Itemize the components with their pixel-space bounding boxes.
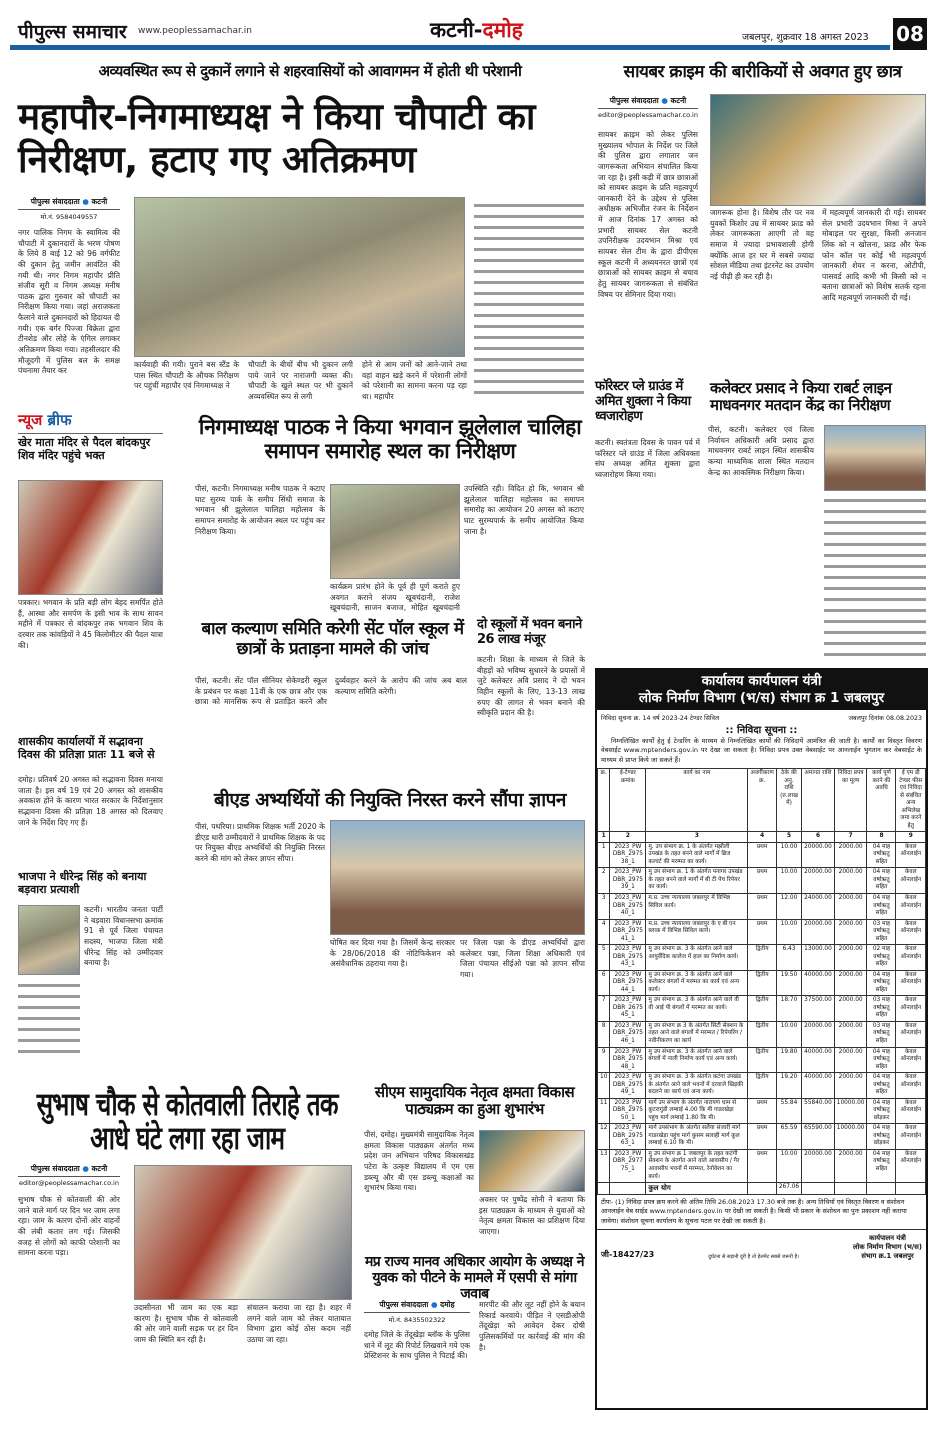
lead-body: नगर पालिक निगम के स्वामित्व की चौपाटी में दुकानदारों के भरण पोषण के लिये 8 बाई 12 को 96 वर्गफीट की दुकान हेतु जमीन आवंटित की गयी थी। नगर निगम महापौर प्रीति संजीव सूरी व निगम अध्यक्ष मनीष पाठक द्वारा गुरुवार को चौपाटी का निरीक्षण किया गया। जहां अराजकता फैलाने वाले दुकानदारों को हिदायत दी गयी। एक बर्गर पिज्जा विक्रेता द्वारा टीनशेड और लोहे के एंगिल लगाकर अतिक्रमण किया गया। तहसीलदार की मौजूदगी में पुलिस बल के समक्ष पंचनामा तैयार कर [18, 228, 120, 376]
cyber-col3: में महत्वपूर्ण जानकारी दी गई। सायबर सेल प्रभारी उदयभान मिश्रा ने अपने मोबाइल पर सुरक्षा, किसी अनजान लिंक को न खोलना, फ्राड और फेक फोन कॉल पर कोई भी महत्वपूर्ण जानकारी शेयर न करना, ओटीपी, पासवर्ड आदि कभी भी किसी को न बताना छात्राओं को विशेष सतर्क रहना आदि महत्वपूर्ण जानकारी दी गई। [822, 208, 926, 303]
table-cell: 2023_PWDBR_297541_1 [610, 919, 646, 945]
table-cell: 04 माह वर्षाऋतु सहित [867, 1047, 896, 1073]
table-cell: 10000.00 [834, 1098, 867, 1124]
ad-reference: जी-18427/23 [601, 1249, 655, 1259]
cm-col2: अवसर पर पुष्पेंद्र सोनी ने बताया कि इस पाठ्यक्रम के माध्यम से युवाओं को नेतृत्व क्षमता विकास का प्रशिक्षण दिया जाएगा। [479, 1195, 585, 1236]
lead-kicker: अव्यवस्थित रूप से दुकानें लगाने से शहरवासियों को आवागमन में होती थी परेशानी [98, 62, 522, 80]
table-cell: 2000.00 [834, 945, 867, 971]
table-cell: 2023_PWDBR_297543_1 [610, 945, 646, 971]
page-number: 08 [893, 18, 927, 50]
table-cell: 7 [598, 996, 610, 1022]
rights-col2: मारपीट की और लूट नहीं होने के बयान रिकार्ड करवाये। पीड़ित ने एसडीओपी तेंदूखेड़ा को आवेदन देकर दोषी पुलिसकर्मियों पर कार्रवाई की मांग की है। [479, 1300, 585, 1352]
email: editor@peoplessamachar.co.in [19, 1179, 119, 1187]
table-cell: 2000.00 [834, 1073, 867, 1099]
column-number-row [598, 832, 926, 843]
column-number: 1 [598, 832, 610, 843]
table-cell: 55840.00 [802, 1098, 835, 1124]
table-cell: 6 [598, 970, 610, 996]
table-cell: 03 माह वर्षाऋतु सहित [867, 1021, 896, 1047]
table-cell: 20000.00 [802, 868, 835, 894]
tender-meta [597, 710, 926, 722]
phone-number: मो.नं. 9584049557 [40, 213, 98, 221]
table-cell: 5 [598, 945, 610, 971]
lead-headline: महापौर-निगमाध्यक्ष ने किया चौपाटी का निरीक्षण, हटाए गए अतिक्रमण [18, 95, 536, 181]
table-cell: 04 माह वर्षाऋतु सहित [867, 1149, 896, 1182]
table-cell: 2000.00 [834, 842, 867, 868]
table-cell: 04 माह वर्षाऋतु सहित [867, 893, 896, 919]
table-cell: 20000.00 [802, 919, 835, 945]
table-cell: मार्ग उप संभाग के अंतर्गत नारायण धाम से कुटरागुंडी लम्बाई 4.00 कि मी गाडरखेड़ा पहुंच मार्ग लम्बाई 1.80 कि मी। [646, 1098, 748, 1124]
subhash-body: सुभाष चौक से कोतवाली की ओर जाने वाले मार्ग पर दिन भर जाम लगा रहा। जाम के कारण दोनों ओर वाहनों की लंबी कतार लग गई। जिसकी वजह से लोगों को काफी परेशानी का सामना करना पड़ा। [18, 1195, 120, 1258]
table-cell: 2023_PWDBR_297775_1 [610, 1149, 646, 1182]
table-cell: 2000.00 [834, 868, 867, 894]
column-header: कार्य का नाम [646, 769, 748, 832]
brief-photo [18, 480, 163, 595]
column-header: अवर्गीकरण क्र. [748, 769, 776, 832]
table-cell: केवल ऑनलाईन [896, 893, 926, 919]
table-cell: मु उप संभाग क्र. 3 के अंतर्गत आने वाले कलेक्टर बंगलों में मरम्मत का कार्य एवं अन्य कार्य। [646, 970, 748, 996]
brief-item1-title: खेर माता मंदिर से पैदल बांदकपुर शिव मंदिर पहुंचे भक्त [18, 433, 163, 462]
collector-headline: कलेक्टर प्रसाद ने किया राबर्ट लाइन माधवनगर मतदान केंद्र का निरीक्षण [710, 379, 892, 415]
table-cell: मु. उप संभाग क्र. 1 के अंतर्गत मझौली उपखंड के तहत बनने वाले मार्गों में ब्रिज कल्वर्ट की मरम्मत का कार्य। [646, 842, 748, 868]
jhulelal-caption: कार्यक्रम प्रारंभ होने के पूर्व ही पूर्ण कराते हुए अवगत कराने संजय खूबचंदानी, राजेश खूबचंदानी, साजन बजाज, मोहित खूबचंदानी [330, 582, 460, 612]
table-cell: मु उप संभाग क्र. 3 के अंतर्गत कटंगा उपखंड के अंतर्गत आने वाले भवनों में दरवाजे खिड़की बदलने का कार्य एवं अन्य कार्य। [646, 1073, 748, 1099]
table-cell: मु उप संभाग क्र. 1 के अंतर्गत पनागर उपखंड के तहत बनने वाले मार्गों में बी टी पेच रिपेयर का कार्य। [646, 868, 748, 894]
column-number: 8 [867, 832, 896, 843]
table-cell: द्वितीय [748, 945, 776, 971]
table-cell: 20000.00 [802, 1149, 835, 1182]
collector-col3-text [824, 495, 926, 657]
table-cell: 03 माह वर्षाऋतु सहित [867, 919, 896, 945]
newspaper-logo: पीपुल्स समाचार [18, 21, 127, 43]
column-number: 4 [748, 832, 776, 843]
jhulelal-body: पीसं, कटनी। निगमाध्यक्ष मनीष पाठक ने कटाए घाट सुरम्य पार्क के समीप सिंधी समाज के भगवान श्री झूलेलाल चालिहा महोत्सव के समापन समारोह के आयोजन स्थल पर पहुंच कर निरीक्षण किया। [195, 484, 325, 536]
table-row [598, 842, 926, 868]
table-cell: 2000.00 [834, 919, 867, 945]
jhulelal-photo [330, 484, 460, 579]
tender-notice-ad [595, 668, 928, 1410]
cyber-col2: जागरूक होना है। विशेष तौर पर नव युवकों किशोर उम्र में सायबर फ्राड को लेकर जागरूकता आएगी तो वह समाज मे ज्यादा प्रभावशाली होगी क्योंकि आज हर घर मे सबसे ज्यादा सोशल मीडिया तथा इंटरनेट का उपयोग नई पीढ़ी ही कर रही है। [710, 208, 814, 281]
table-cell: केवल ऑनलाईन [896, 842, 926, 868]
table-cell: 40000.00 [802, 970, 835, 996]
table-row [598, 1021, 926, 1047]
table-cell: 9 [598, 1047, 610, 1073]
jhulelal-headline: निगमाध्यक्ष पाठक ने किया भगवान झूलेलाल चालिहा समापन समारोह स्थल का निरीक्षण [198, 415, 582, 464]
table-cell: 2023_PWDBR_297538_1 [610, 842, 646, 868]
table-cell: 20000.00 [802, 842, 835, 868]
table-row [598, 919, 926, 945]
table-cell: 8 [598, 1021, 610, 1047]
table-cell: केवल ऑनलाईन [896, 1073, 926, 1099]
brief-item2-title: शासकीय कार्यालयों में सद्भावना दिवस की प्रतिज्ञा प्रातः 11 बजे से [18, 735, 155, 762]
table-cell: 2023_PWDBR_297544_1 [610, 970, 646, 996]
table-row [598, 868, 926, 894]
table-cell: 24000.00 [802, 893, 835, 919]
table-cell: 1 [598, 842, 610, 868]
phone-number: मो.नं. 8435502322 [388, 1316, 446, 1324]
table-cell: मार्ग उपसंभाग के अंतर्गत सलैया संजारी मार्ग गाडरखेड़ा पहुंच मार्ग कुसम सलाही मार्ग कुल लम्बाई 6.10 कि मी। [646, 1124, 748, 1150]
cm-photo [479, 1130, 585, 1192]
table-cell: 2000.00 [834, 1047, 867, 1073]
table-cell: द्वितीय [748, 996, 776, 1022]
table-cell: मु उप संभाग क्र. 3 के अंतर्गत आने वाले वी वी आई पी बंगलों में मरम्मत का कार्य। [646, 996, 748, 1022]
table-cell: केवल ऑनलाईन [896, 1124, 926, 1150]
table-cell: 2000.00 [834, 1021, 867, 1047]
rights-headline: मप्र राज्य मानव अधिकार आयोग के अध्यक्ष ने युवक को पीटने के मामले में एसपी से मांगा जवाब [364, 1254, 585, 1303]
table-cell: केवल ऑनलाईन [896, 868, 926, 894]
cyber-headline: सायबर क्राइम की बारीकियों से अवगत हुए छात्र [623, 62, 902, 82]
table-cell: 65590.00 [802, 1124, 835, 1150]
candidate-photo [18, 905, 80, 975]
table-cell: 65.59 [776, 1124, 801, 1150]
table-cell: द्वितीय [748, 970, 776, 996]
jhulelal-col3: उपस्थिति रही। विदित हो कि, भगवान श्री झूलेलाल चालिहा महोत्सव का समापन समारोह का आयोजन 20 अगस्त को कटाए घाट सुरम्यपार्क के समीप आयोजित किया जाना है। [464, 484, 584, 536]
table-cell: 18.70 [776, 996, 801, 1022]
column-number: 2 [610, 832, 646, 843]
table-cell: 2000.00 [834, 996, 867, 1022]
brief-item1-body: पत्रकार। भगवान के प्रति बड़ी लोग बेहद समर्पित होते हैं, आस्था और समर्पण के इसी भाव के साथ सावन महीने में पत्रकार से बांदकपुर तक भगवान शिव के दरबार तक कांवड़ियों ने 45 किलोमीटर की पैदल यात्रा की। [18, 598, 163, 650]
table-cell: 19.80 [776, 1047, 801, 1073]
masthead-rule [10, 45, 890, 50]
bed-col3: पर जिला पन्ना के डीएड अभ्यर्थियों द्वारा कलेक्टर पन्ना, जिला शिक्षा अधिकारी एवं जिला पंचायत सीईओ पन्ना को ज्ञापन सौंपा गया। [460, 938, 585, 979]
lead-byline-block [18, 197, 120, 221]
subhash-byline-block [18, 1164, 120, 1187]
table-cell: 04 माह वर्षाऋतु सहित [867, 868, 896, 894]
total-label: कुल योग [646, 1183, 748, 1195]
byline: पीपुल्स संवाददाता ● कटनी [18, 1164, 120, 1177]
table-row [598, 996, 926, 1022]
table-cell: 13000.00 [802, 945, 835, 971]
column-number: 6 [802, 832, 835, 843]
table-cell: केवल ऑनलाईन [896, 945, 926, 971]
rights-byline-block [364, 1300, 470, 1324]
section-damoh: दमोह [482, 18, 523, 42]
bal-headline: बाल कल्याण समिति करेगी सेंट पॉल स्कूल में छात्रों के प्रताड़ना मामले की जांच [201, 619, 464, 659]
cm-body: पीसं, दमोह। मुख्यमंत्री सामुदायिक नेतृत्व क्षमता विकास पाठ्यक्रम अंतर्गत मध्य प्रदेश जन अभियान परिषद विकासखंड पटेरा के उत्कृष्ट विद्यालय में एम एस डब्ल्यू और बी एस डब्ल्यू कक्षाओं का शुभारंभ किया गया। [364, 1130, 474, 1193]
table-cell: 2023_PWDBR_267545_1 [610, 996, 646, 1022]
column-header: अमानत राशि [802, 769, 835, 832]
table-cell: 04 माह वर्षाऋतु सहित [867, 842, 896, 868]
table-row [598, 945, 926, 971]
table-cell: म.प्र. उच्च न्यायालय जबलपुर में विभिन्न सिविल कार्य। [646, 893, 748, 919]
brief-item2-body: दमोह। प्रतिवर्ष 20 अगस्त को सद्भावना दिवस मनाया जाता है। इस वर्ष 19 एवं 20 अगस्त को शासकीय अवकाश होने के कारण भारत सरकार के निर्देशानुसार सद्भावना दिवस की प्रतिज्ञा 18 अगस्त को दिलवाए जाने के निर्देश दिए गए हैं। [18, 775, 163, 827]
table-cell: 12 [598, 1124, 610, 1150]
lead-col4: होने से आम जनों को आने-जाने तथा वहां वाहन खड़े करने में परेशानी लोगों को परेशानी का सामना करना पड़ रहा था। महापौर [362, 360, 467, 401]
table-cell: 10.00 [776, 868, 801, 894]
subhash-headline: सुभाष चौक से कोतवाली तिराहे तक आधे घंटे लगा रहा जाम [36, 1085, 338, 1157]
table-cell: 10.00 [776, 1021, 801, 1047]
table-cell: 2023_PWDBR_297546_1 [610, 1021, 646, 1047]
table-cell: 3 [598, 893, 610, 919]
rights-body: दमोह जिले के तेंदूखेड़ा ब्लॉक के पुलिस थाने में लूट की रिपोर्ट लिखवाने गये एक प्रेस्टिशनर के साथ पुलिस ने पिटाई की। [364, 1330, 470, 1361]
table-cell: प्रथम [748, 919, 776, 945]
table-cell: 13 [598, 1149, 610, 1182]
cyber-byline-block [598, 96, 698, 119]
table-cell: केवल ऑनलाईन [896, 1047, 926, 1073]
table-row [598, 970, 926, 996]
table-cell: 10.00 [776, 919, 801, 945]
byline: पीपुल्स संवाददाता ● कटनी [18, 197, 120, 210]
column-number: 7 [834, 832, 867, 843]
section-katni: कटनी- [430, 18, 483, 42]
subhash-col2: उदासीनता भी जाम का एक बड़ा कारण है। सुभाष चौक से कोतवाली की ओर जाने वाली सड़क पर हर दिन जाम की स्थिति बन रही है। [134, 1303, 238, 1344]
subhash-photo [134, 1165, 352, 1300]
bed-photo [330, 820, 585, 935]
byline: पीपुल्स संवाददाता ● कटनी [598, 96, 698, 109]
table-cell: 55.84 [776, 1098, 801, 1124]
table-cell: 4 [598, 919, 610, 945]
bed-col2: घोषित कर दिया गया है। जिसमें केन्द्र सरकार के 28/06/2018 की नोटिफिकेशन को असंवैधानिक ठहराया गया है। [330, 938, 455, 969]
brief-item3-more [18, 980, 80, 1055]
lead-col3: चौपाटी के बीचों बीच भी दुकान लगी पाये जाने पर नाराजगी व्यक्त की। चौपाटी के खुले स्थल पर भी दुकानें अव्यवस्थित रूप से लगी [248, 360, 353, 401]
table-cell: केवल ऑनलाईन [896, 1021, 926, 1047]
bal-body: पीसं, कटनी। सेंट पॉल सीनियर सेकेण्डरी स्कूल के प्रबंधन पर कक्षा 11वीं के एक छात्र और एक छात्रा को मानसिक रूप से प्रताड़ित करने और दुर्व्यवहार करने के आरोप की जांच अब बाल कल्याण समिति करेगी। [195, 676, 467, 707]
issue-date: जबलपुर, शुक्रवार 18 अगस्त 2023 [742, 32, 869, 43]
table-cell: प्रथम [748, 842, 776, 868]
table-cell: द्वितीय [748, 1047, 776, 1073]
table-cell: 02 माह वर्षाऋतु सहित [867, 945, 896, 971]
table-cell: 10000.00 [834, 1124, 867, 1150]
table-cell: 04 माह वर्षाऋतु छोड़कर [867, 1124, 896, 1150]
table-cell: द्वितीय [748, 1021, 776, 1047]
table-cell: 19.50 [776, 970, 801, 996]
cm-headline: सीएम सामुदायिक नेतृत्व क्षमता विकास पाठ्यक्रम का हुआ शुभारंभ [374, 1083, 575, 1119]
table-cell: 04 माह वर्षाऋतु सहित [867, 1073, 896, 1099]
table-cell: केवल ऑनलाईन [896, 1098, 926, 1124]
notice-date: जबलपुर दिनांक 08.08.2023 [848, 714, 922, 722]
table-cell: मु उप संभाग क्र. 3 के अंतर्गत आने वाले आयुर्वेदिक कालेज में हाल का निर्माण कार्य। [646, 945, 748, 971]
notice-number: निविदा सूचना क्र. 14 वर्ष 2023-24 टेण्डर सिविल [601, 714, 720, 722]
table-cell: मु उप संभाग क्र 3 के अंतर्गत सिटी सेक्शन के तहत आने वाले बंगलों में मरम्मत / रिपेयरिंग / नवीनीकरण का कार्य [646, 1021, 748, 1047]
brief-item3-title: भाजपा ने धीरेन्द्र सिंह को बनाया बड़वारा प्रत्याशी [18, 870, 147, 897]
lead-col5-text [474, 200, 584, 400]
table-row [598, 1149, 926, 1182]
column-number: 9 [896, 832, 926, 843]
table-cell: 20000.00 [802, 1021, 835, 1047]
signatory: कार्यपालन यंत्री लोक निर्माण विभाग (भ/स) संभाग क्र.1 जबलपुर [853, 1233, 922, 1260]
bed-body: पीसं, पथरिया। प्राथमिक शिक्षक भर्ती 2020 के डीएड धारी उम्मीदवारों ने प्राथमिक शिक्षक के पद पर नियुक्त बीएड अभ्यर्थियों की नियुक्ति निरस्त करने की मांग को लेकर ज्ञापन सौंपा। [195, 822, 325, 863]
tender-header-row [598, 769, 926, 832]
column-header: निविदा प्रपत्र का मूल्य [834, 769, 867, 832]
table-cell: 2023_PWDBR_297539_1 [610, 868, 646, 894]
forester-headline: फॉरेस्टर प्ले ग्राउंड में अमित शुक्ला ने किया ध्वजारोहण [595, 379, 691, 424]
section-title [430, 16, 523, 44]
table-cell: केवल ऑनलाईन [896, 1149, 926, 1182]
table-cell: 2023_PWDBR_297550_1 [610, 1098, 646, 1124]
bed-headline: बीएड अभ्यर्थियों की नियुक्ति निरस्त करने सौंपा ज्ञापन [214, 789, 566, 811]
table-cell: 03 माह वर्षाऋतु सहित [867, 996, 896, 1022]
lead-photo [134, 197, 465, 357]
lead-col2: कार्यवाही की गयी। पुराने बस स्टैंड के पास स्थित चौपाटी के औचक निरीक्षण पर पहुंचीं महापौर एवं निगमाध्यक्ष ने [134, 360, 239, 391]
tender-table [597, 768, 926, 1195]
table-cell: 04 माह वर्षाऋतु छोड़कर [867, 1098, 896, 1124]
email: editor@peoplessamachar.co.in [598, 111, 698, 119]
table-row [598, 893, 926, 919]
subhash-col3: संचालन कराया जा रहा है। शहर में लगने वाले जाम को लेकर यातायात विभाग द्वारा कोई ठोस कदम नहीं उठाया जा रहा। [247, 1303, 351, 1344]
notice-intro: निम्नलिखित कार्यों हेतु ई टेन्डरिंग के माध्यम से निम्नलिखित कार्यों की निविदायें आमंत्रित की जाती है। कार्यों का विस्तृत विवरण वेबसाईट www.mptenders.gov.in पर देखा जा सकता है। निविदा प्रपत्र उक्त वेबसाईट पर आनलाईन भुगतान कर वेबसाईट के माध्यम से प्राप्त किये जा सकते हैं। [601, 736, 922, 764]
table-cell: प्रथम [748, 1149, 776, 1182]
forester-body: कटनी। स्वतंत्रता दिवस के पावन पर्व में फॉरेस्टर प्ले ग्राउंड में जिला अधिवक्ता संघ अध्यक्ष अमित शुक्ला द्वारा ध्वजारोहण किया गया। [595, 438, 700, 479]
table-cell: 11 [598, 1098, 610, 1124]
website-url: www.peoplessamachar.in [138, 26, 252, 36]
table-cell: 2000.00 [834, 1149, 867, 1182]
table-cell: द्वितीय [748, 1073, 776, 1099]
table-cell: 2000.00 [834, 970, 867, 996]
table-cell: 2000.00 [834, 893, 867, 919]
table-cell: 10 [598, 1073, 610, 1099]
table-row [598, 1073, 926, 1099]
tender-ad-header: कार्यालय कार्यपालन यंत्री लोक निर्माण विभाग (भ/स) संभाग क्र 1 जबलपुर [597, 670, 926, 710]
table-cell: प्रथम [748, 1098, 776, 1124]
column-number: 5 [776, 832, 801, 843]
table-row [598, 1124, 926, 1150]
table-row [598, 1098, 926, 1124]
notice-title: :: निविदा सूचना :: [725, 724, 798, 736]
cyber-photo [710, 94, 926, 206]
table-row [598, 1047, 926, 1073]
table-cell: 10.00 [776, 842, 801, 868]
table-cell: 10.00 [776, 1149, 801, 1182]
collector-photo [824, 425, 926, 491]
table-cell: 40000.00 [802, 1073, 835, 1099]
table-cell: 04 माह वर्षाऋतु सहित [867, 970, 896, 996]
column-header: ठेके की अनु. राशि (रु.लाख में) [776, 769, 801, 832]
school-body: कटनी। शिक्षा के माध्यम से जिले के बीहड़ों को भविष्य सुधारने के प्रयासों में जुटे कलेक्टर अवि प्रसाद ने दो भवन विहीन स्कूलों के लिए, 13-13 लाख रुपए की लागत से भवन बनाने की स्वीकृति प्रदान की है। [477, 655, 585, 718]
column-header: कार्य पूर्ण करने की अवधि [867, 769, 896, 832]
table-cell: 2023_PWDBR_297563_1 [610, 1124, 646, 1150]
byline: पीपुल्स संवाददाता ● दमोह [364, 1300, 470, 1313]
helmet-slogan: दुर्घटना से सड़ानी दूरी है तो हेलमेट सबसे जरूरी है। [708, 1253, 800, 1260]
column-header: ई एम डी टेण्डर फीस एवं निविदा से संबंधित अन्य अभिलेख जमा करने हेतु [896, 769, 926, 832]
table-cell: मु उप संभाग क्र 1 जबलपुर के तहत कटंगी सेक्शन के अंतर्गत आने वाले आवासीय / गैर आवासीय भवनों में मरम्मत, रेनोवेशन का कार्य। [646, 1149, 748, 1182]
table-cell: 2023_PWDBR_297549_1 [610, 1073, 646, 1099]
table-cell: 2023_PWDBR_297548_1 [610, 1047, 646, 1073]
table-cell: केवल ऑनलाईन [896, 970, 926, 996]
column-number: 3 [646, 832, 748, 843]
brief-item3-body: कटनी। भारतीय जनता पार्टी ने बड़वारा विधानसभा क्रमांक 91 से पूर्व जिला पंचायत सदस्य, भाजपा जिला मंत्री धीरेन्द्र सिंह को उम्मीदवार बनाया है। [84, 905, 163, 968]
column-header: क्र. [598, 769, 610, 832]
table-cell: 6.43 [776, 945, 801, 971]
news-brief-title: न्यूज ब्रीफ [18, 411, 72, 429]
total-value: 267.06 [776, 1183, 801, 1195]
table-cell: म.प्र. उच्च न्यायालय जबलपुर के ए बी एन ब्लाक में विभिन्न सिविल कार्य। [646, 919, 748, 945]
tender-note: टीपः- (1) निविदा प्रपत्र क्रय करने की अंतिम तिथि 26.08.2023 17.30 बजे तक है। अन्य तिथियाँ एवं विस्तृत विवरण व संशोधन आनलाईन वेब साईड www.mptenders.gov.in पर देखी जा सकती है। किसी भी प्रकार के संशोधन का पुनः प्रकाशन नहीं कराया जावेगा। संशोधन सूचना कार्यालय के सूचना पटल पर देखी जा सकती है। [597, 1195, 926, 1230]
tender-footer [597, 1230, 926, 1263]
table-cell: 2023_PWDBR_297540_1 [610, 893, 646, 919]
collector-body: पीसं, कटनी। कलेक्टर एवं जिला निर्वाचन अधिकारी अवि प्रसाद द्वारा माधवनगर राबर्ट लाइन स्थित शासकीय कन्या माध्यमिक शाला स्थित मतदान केन्द्र का आकस्मिक निरीक्षण किया। [708, 425, 814, 477]
cyber-body: सायबर क्राइम को लेकर पुलिस मुख्यालय भोपाल के निर्देश पर जिले की पुलिस द्वारा लगातार जन जागरूकता अभियान संचालित किया जा रहा है। इसी कड़ी में छात्र छात्राओं को सायबर क्राइम के प्रति महत्वपूर्ण जानकारी देने के उद्देश्य से पुलिस अधीक्षक अभिजीत रंजन के निर्देशन में आज दिनांक 17 अगस्त को प्रभारी सायबर सेल कटनी उपनिरीक्षक उदयभान मिश्रा एवं सायबर सेल टीम के द्वारा डीपीएस स्कूल कटनी में अध्ययनरत छात्रों एवं छात्राओं को सायबर क्राइम से बचाव हेतु सायबर जागरूकता से संबंधित विषय पर सेमिनार दिया गया। [598, 130, 698, 299]
total-row [598, 1183, 926, 1195]
table-cell: 37500.00 [802, 996, 835, 1022]
table-cell: प्रथम [748, 1124, 776, 1150]
table-cell: 2 [598, 868, 610, 894]
table-cell: मु उप संभाग क्र. 3 के अंतर्गत आने वाले बंगलों में नाली निर्माण कार्य एवं अन्य कार्य। [646, 1047, 748, 1073]
school-headline: दो स्कूलों में भवन बनाने 26 लाख मंजूर [477, 617, 582, 647]
table-cell: 19.20 [776, 1073, 801, 1099]
table-cell: 12.00 [776, 893, 801, 919]
table-cell: 40000.00 [802, 1047, 835, 1073]
table-cell: प्रथम [748, 868, 776, 894]
table-cell: केवल ऑनलाईन [896, 919, 926, 945]
table-cell: केवल ऑनलाईन [896, 996, 926, 1022]
column-header: ई-टेण्डर क्रमांक [610, 769, 646, 832]
table-cell: प्रथम [748, 893, 776, 919]
